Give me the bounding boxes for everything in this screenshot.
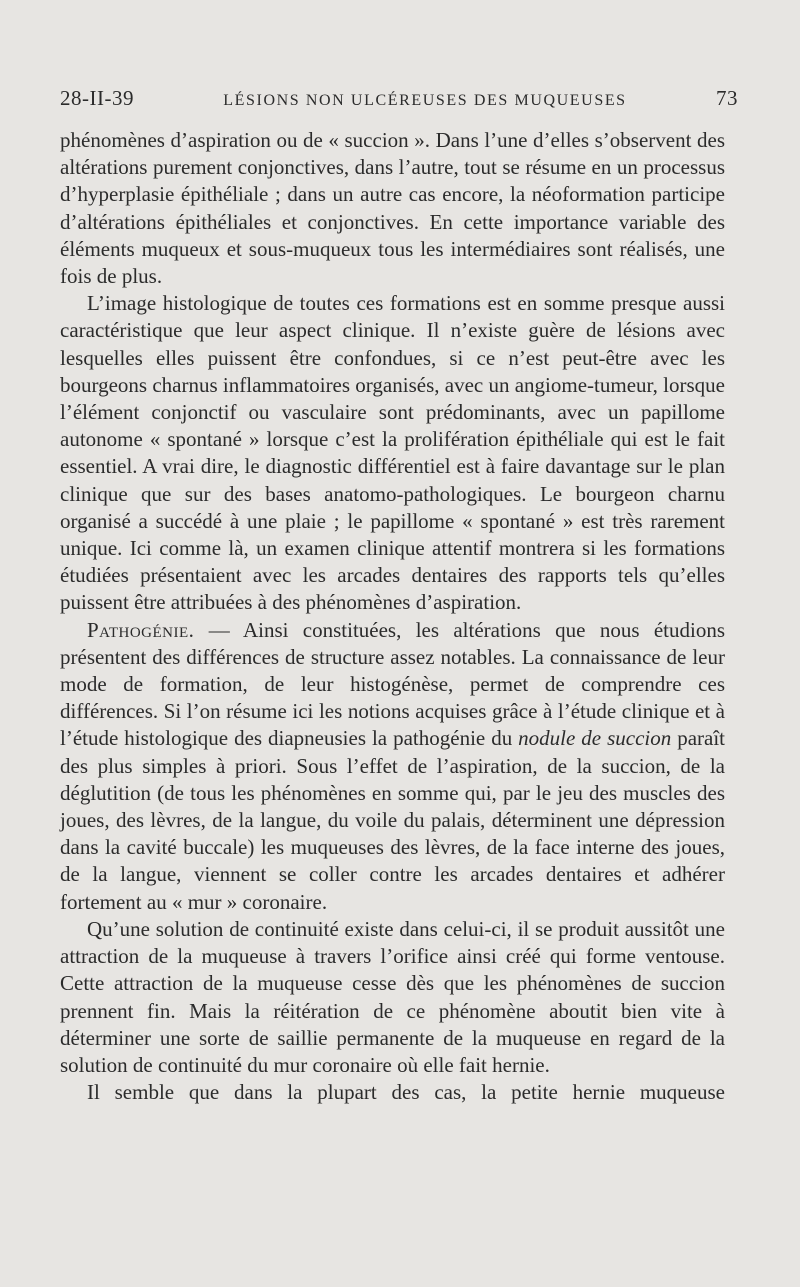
paragraph-3 xyxy=(60,617,725,916)
paragraph-2: L’image histologique de toutes ces formations est en somme presque aussi caractéristique que leur aspect clinique. Il n’existe guère de lésions avec lesquelles elles puissent être confondues, si ce n’est peut-être avec les bourgeons charnus inflammatoires organisés, avec un angiome-tumeur, lorsque l’élément conjonctif ou vasculaire sont prédominants, avec un papillome autonome « spontané » lorsque c’est la prolifération épithéliale qui est le fait essentiel. A vrai dire, le diagnostic différentiel est à faire davantage sur le plan clinique que sur des bases anatomo-pathologiques. Le bourgeon charnu organisé a succédé à une plaie ; le papillome « spontané » est très rarement unique. Ici comme là, un examen clinique attentif montrera si les formations étudiées présentaient avec les arcades dentaires des rapports tels qu’elles puissent être attribuées à des phénomènes d’aspiration. xyxy=(60,291,725,615)
page-number: 73 xyxy=(715,86,738,110)
paragraph-3-text-b: paraît des plus simples à priori. Sous l’effet de l’aspiration, de la succion, de la déglutition (de tous les phénomènes en somme qui, par le jeu des muscles des joues, des lèvres, de la langue, du voile du palais, déterminent une dépression dans la cavité buccale) les muqueuses des lèvres, de la face interne des joues, de la langue, viennent se coller contre les arcades dentaires et adhérer fortement au « mur » coronaire. xyxy=(60,726,726,914)
body-text xyxy=(60,127,725,1106)
paragraph-4: Qu’une solution de continuité existe dans celui-ci, il se produit aussitôt une attraction de la muqueuse à travers l’orifice ainsi créé qui forme ventouse. Cette attraction de la muqueuse cesse dès que les phénomènes de succion prennent fin. Mais la réitération de ce phénomène aboutit bien vite à déterminer une sorte de saillie permanente de la muqueuse en regard de la solution de continuité du mur coronaire où elle fait hernie. xyxy=(60,916,725,1077)
section-heading-pathogenie: Pathogénie. xyxy=(87,617,195,642)
paragraph-1: phénomènes d’aspiration ou de « succion ». Dans l’une d’elles s’observent des altérations purement conjonctives, dans l’autre, tout se résume en un processus d’hyperplasie épithéliale ; dans un autre cas encore, la néoformation participe d’altérations épithéliales et conjonctives. En cette importance variable des éléments muqueux et sous-muqueux tous les intermédiaires sont réalisés, une fois de plus. xyxy=(60,128,725,289)
paragraph-3-text-a: — Ainsi constituées, les altérations que nous étudions présentent des différences de structure assez notables. La connaissance de leur mode de formation, de leur histogénèse, permet de comprendre ces différences. Si l’on résume ici les notions acquises grâce à l’étude clinique et à l’étude histologique des diapneusies la pathogénie du xyxy=(60,617,725,751)
running-header xyxy=(60,86,738,111)
paragraph-5: Il semble que dans la plupart des cas, la petite hernie muqueuse xyxy=(87,1080,725,1105)
paragraph-3-italic-term: nodule de succion xyxy=(518,726,672,751)
header-date: 28-II-39 xyxy=(60,86,134,110)
header-title: LÉSIONS NON ULCÉREUSES DES MUQUEUSES xyxy=(223,92,627,109)
